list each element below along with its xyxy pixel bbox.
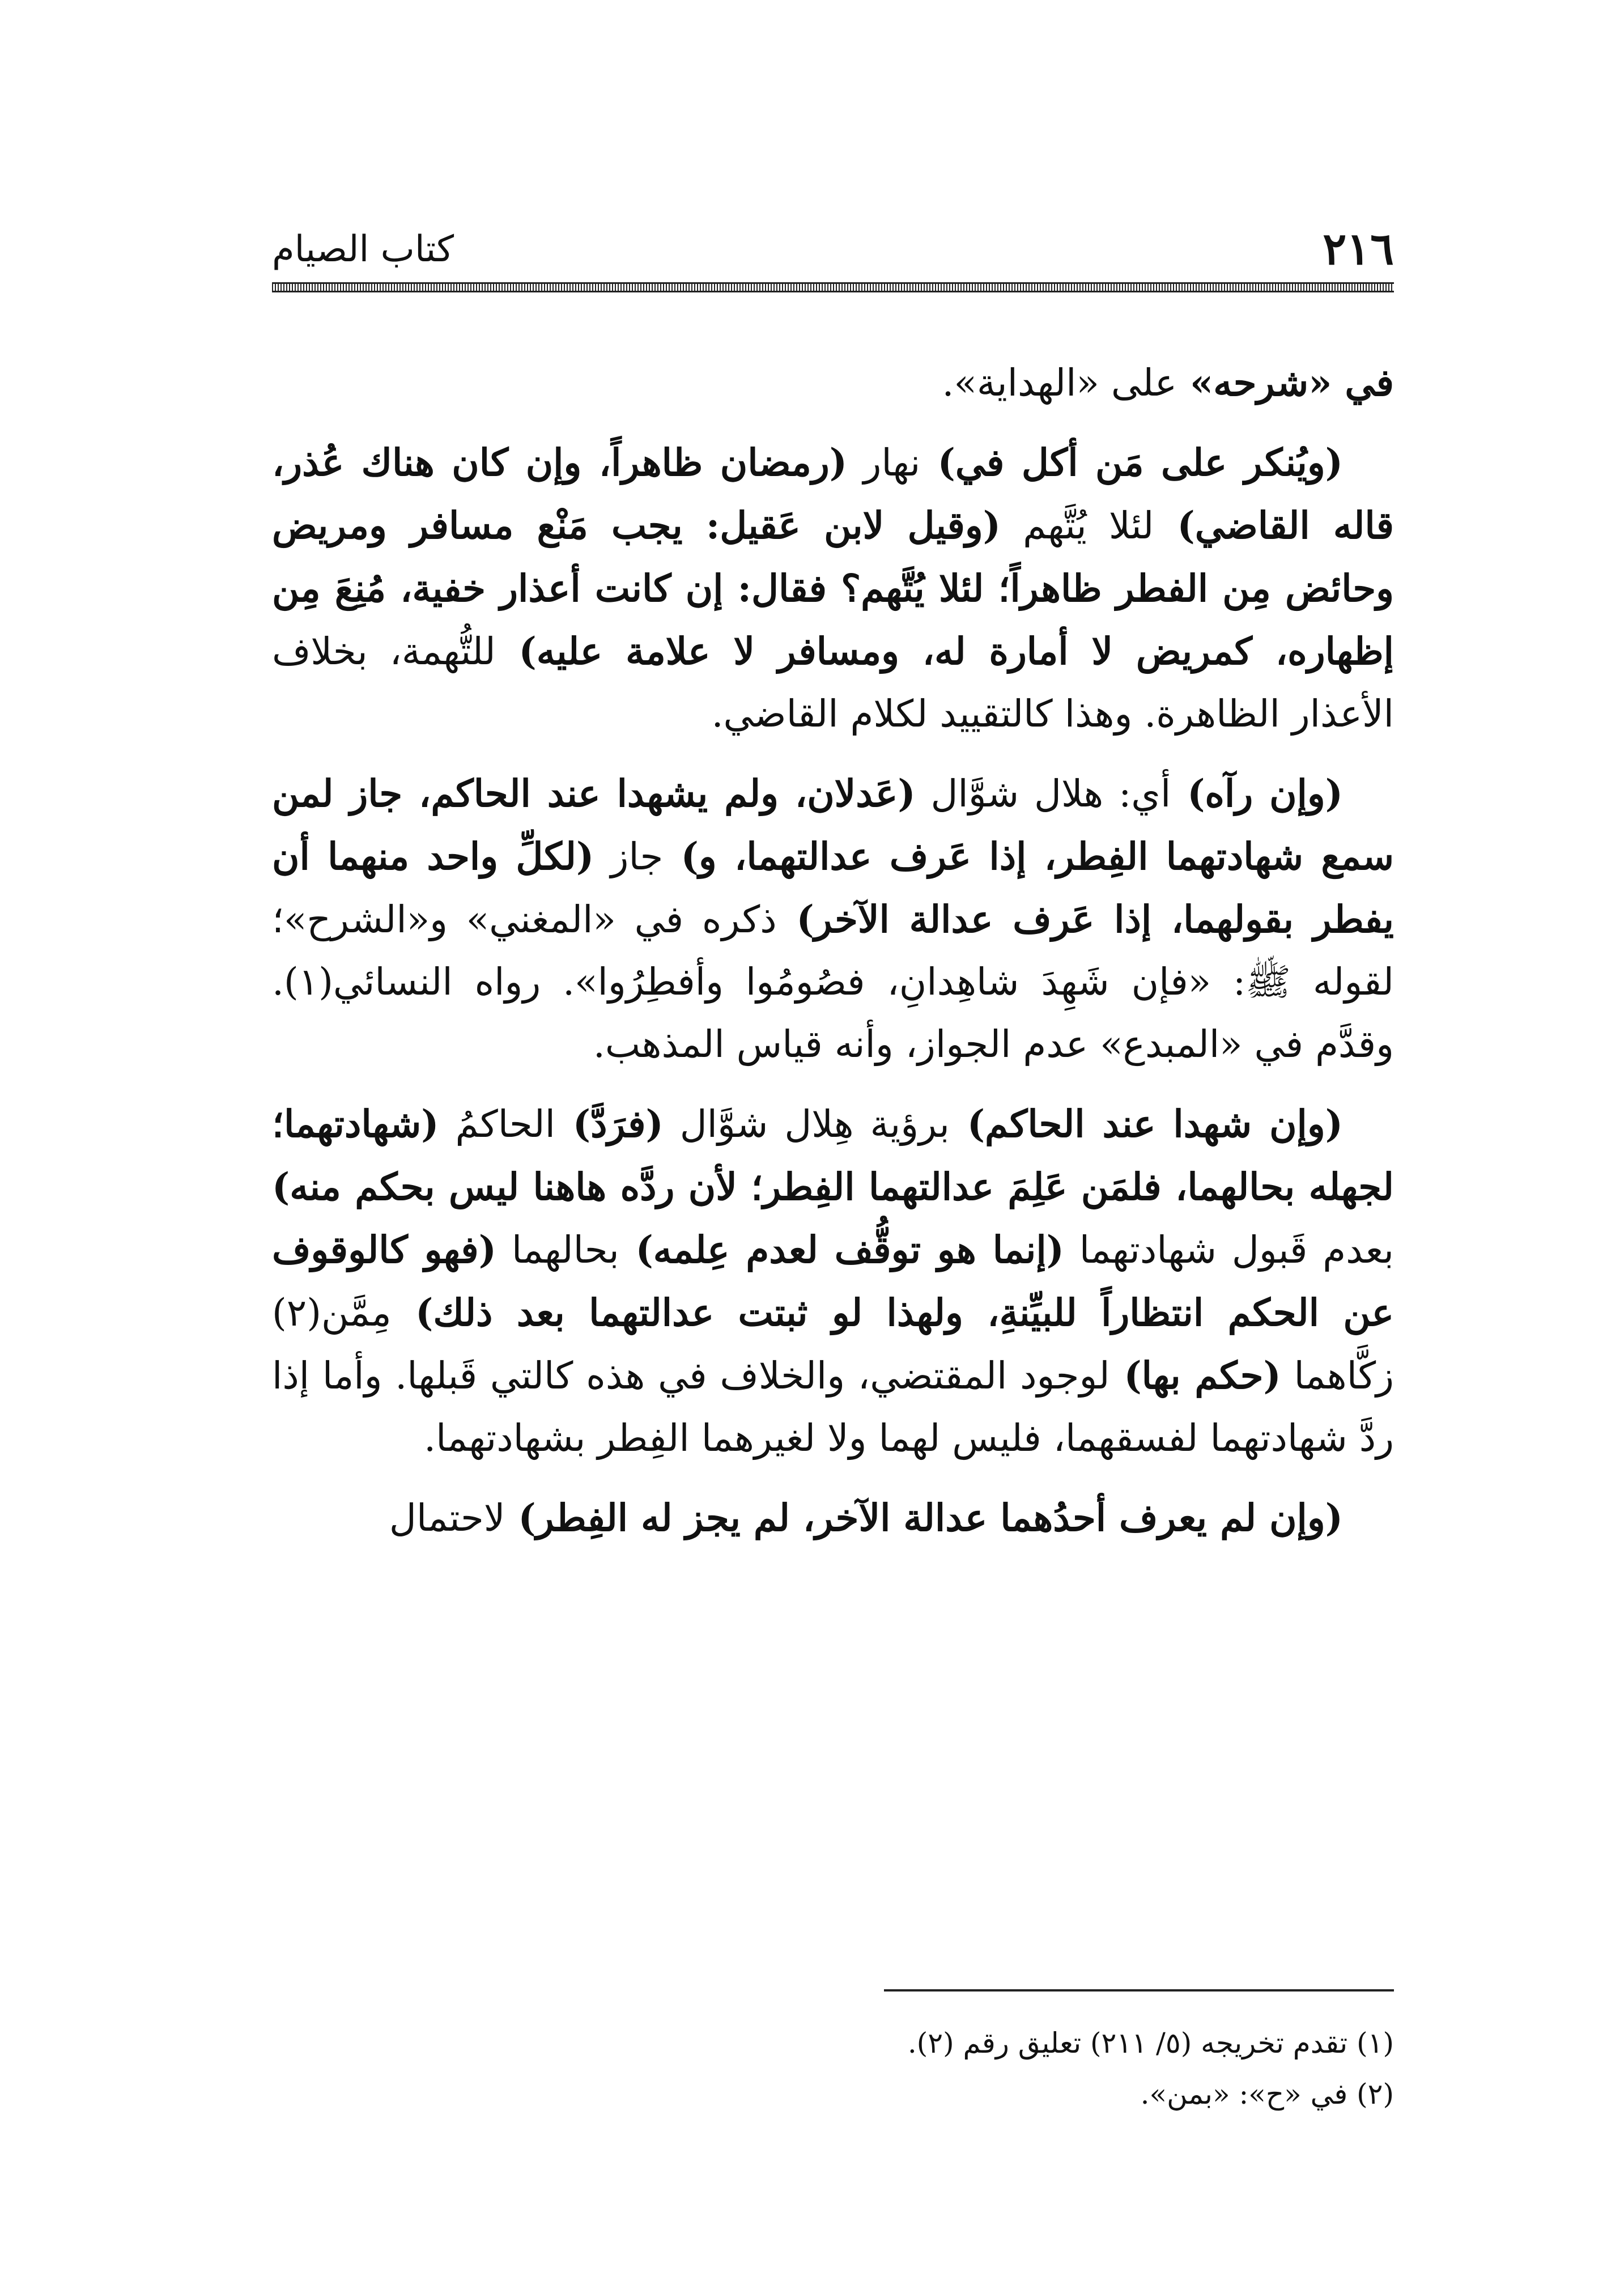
text-segment: برؤية هِلال شوَّال xyxy=(663,1102,950,1146)
text-segment: لوجود المقتضي، والخلاف في هذه كالتي قَبلها. وأما إذا ردَّ شهادتهما لفسقهما، فليس لهما ولا لغيرهما الفِطر بشهادتهما. xyxy=(272,1354,1394,1460)
bold-text-segment: (رمضان ظاهراً، وإن كان هناك عُذر، قاله القاضي) xyxy=(272,440,1394,547)
text-segment: نهار xyxy=(847,441,921,485)
running-title: كتاب الصيام xyxy=(272,228,454,270)
footnote-rule xyxy=(884,1989,1394,1991)
paragraph xyxy=(272,1487,1394,1549)
bold-text-segment: (فهو كالوقوف عن الحكم انتظاراً للبيِّنةِ، ولهذا لو ثبتت عدالتهما بعد ذلك) xyxy=(272,1228,1394,1335)
paragraph xyxy=(272,1093,1394,1470)
bold-text-segment: (عَدلان، ولم يشهدا عند الحاكم، جاز لمن سمع شهادتهما الفِطر، إذا عَرف عدالتهما، و) xyxy=(272,771,1394,878)
bold-text-segment: (وقيل لابن عَقيل: يجب مَنْع مسافر ومريض وحائض مِن الفطر ظاهراً؛ لئلا يُتَّهم؟ فقال: إن كانت أعذار خفية، مُنِعَ مِن إظهاره، كمريض لا أمارة له، ومسافر لا علامة عليه) xyxy=(272,503,1395,673)
bold-text-segment: (لكلِّ واحد منهما أن يفطر بقولهما، إذا عَرف عدالة الآخر) xyxy=(272,834,1394,941)
text-segment: مِمَّن(٢) زكَّاهما xyxy=(272,1291,1395,1398)
bold-text-segment: (ويُنكر على مَن أكل في) xyxy=(920,440,1343,485)
bold-text-segment: (شهادتهما؛ لجهله بحالهما، فلمَن عَلِمَ عدالتهما الفِطر؛ لأن ردَّه هاهنا ليس بحكم منه) xyxy=(272,1102,1394,1209)
paragraph xyxy=(272,431,1394,745)
bold-text-segment: (وإن لم يعرف أحدُهما عدالة الآخر، لم يجز له الفِطر) xyxy=(505,1496,1343,1540)
bold-text-segment: (فرَدَّ) xyxy=(555,1102,664,1146)
footnote: (٢) في «ح»: «بمن». xyxy=(1140,2078,1394,2111)
bold-text-segment: (حكم بها) xyxy=(1109,1353,1281,1398)
bold-text-segment: (إنما هو توقُّف لعدم عِلمه) xyxy=(619,1228,1064,1272)
text-segment: ذكره في «المغني» و«الشرح»؛ لقوله ﷺ: «فإن شَهِدَ شاهِدانِ، فصُومُوا وأفطِرُوا». رواه النسائي(١). وقدَّم في «المبدع» عدم الجواز، وأنه قياس المذهب. xyxy=(272,898,1394,1066)
text-segment: جاز xyxy=(594,835,664,878)
page-header xyxy=(272,215,1394,283)
text-segment: لاحتمال xyxy=(389,1496,505,1540)
text-segment: بعدم قَبول شهادتهما xyxy=(1064,1228,1395,1272)
footnote: (١) تقدم تخريجه (٥/ ٢١١) تعليق رقم (٢). xyxy=(907,2027,1394,2060)
text-segment: للتُّهمة، بخلاف الأعذار الظاهرة. وهذا كالتقييد لكلام القاضي. xyxy=(272,630,1394,736)
footnotes xyxy=(272,2018,1394,2120)
text-segment: على «الهداية». xyxy=(942,361,1177,405)
bold-text-segment: (وإن رآه) xyxy=(1171,771,1344,816)
paragraph xyxy=(272,762,1394,1076)
text-segment: أي: هلال شوَّال xyxy=(915,772,1171,816)
bold-text-segment: في «شرحه» xyxy=(1177,360,1394,405)
text-segment: بحالهما xyxy=(496,1228,619,1272)
bold-text-segment: (وإن شهدا عند الحاكم) xyxy=(949,1102,1343,1146)
header-rule xyxy=(272,282,1394,292)
text-segment: لئلا يُتَّهم xyxy=(1001,504,1154,547)
main-text xyxy=(272,351,1394,1566)
page-number: ٢١٦ xyxy=(1323,223,1394,275)
paragraph xyxy=(272,351,1394,414)
text-segment: الحاكمُ xyxy=(439,1102,555,1146)
